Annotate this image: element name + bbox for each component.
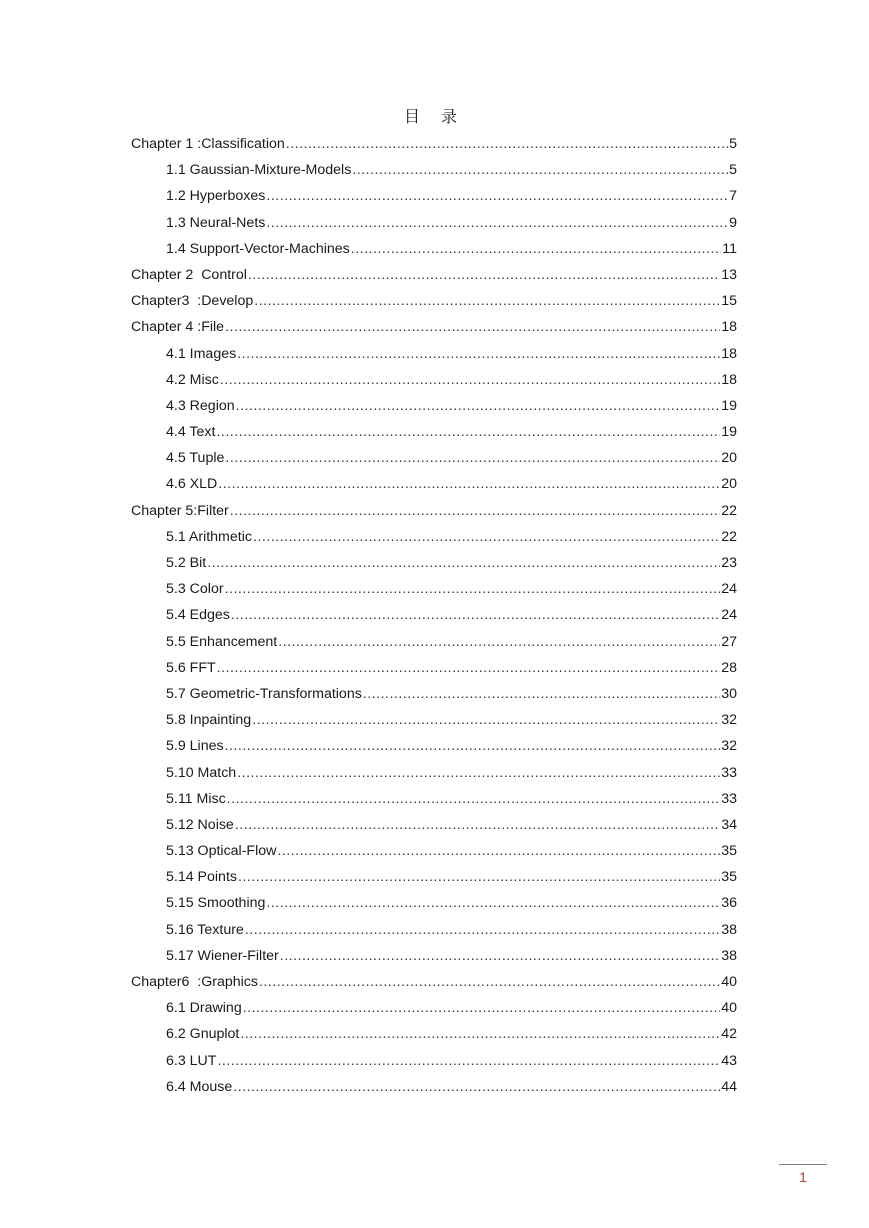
toc-entry-label: 5.13 Optical-Flow [166, 843, 277, 860]
toc-entry-page: 18 [721, 319, 737, 336]
toc-entry-label: 5.9 Lines [166, 738, 224, 755]
toc-dot-leader [243, 995, 721, 1021]
toc-entry-page: 27 [721, 633, 737, 650]
toc-entry-label: 4.4 Text [166, 424, 216, 441]
toc-entry-page: 33 [721, 764, 737, 781]
toc-section-entry[interactable] [131, 786, 737, 812]
toc-section-entry[interactable] [131, 1021, 737, 1047]
toc-entry-page: 33 [721, 790, 737, 807]
toc-entry-page: 43 [721, 1052, 737, 1069]
toc-entry-label: 5.5 Enhancement [166, 633, 278, 650]
toc-dot-leader [225, 576, 721, 602]
toc-entry-page: 13 [721, 266, 737, 283]
toc-section-entry[interactable] [131, 576, 737, 602]
toc-entry-page: 7 [729, 188, 737, 205]
toc-section-entry[interactable] [131, 471, 737, 497]
toc-dot-leader [233, 1074, 720, 1100]
toc-entry-label: 4.6 XLD [166, 476, 218, 493]
toc-entry-label: Chapter6 :Graphics [131, 974, 258, 990]
toc-entry-page: 44 [721, 1078, 737, 1095]
toc-section-entry[interactable] [131, 236, 737, 262]
toc-dot-leader [237, 341, 720, 367]
toc-section-entry[interactable] [131, 995, 737, 1021]
toc-list [131, 131, 737, 1100]
toc-chapter-entry[interactable] [131, 314, 737, 340]
toc-entry-page: 40 [721, 974, 737, 990]
toc-entry-page: 38 [721, 921, 737, 938]
toc-dot-leader [266, 890, 720, 916]
toc-section-entry[interactable] [131, 419, 737, 445]
toc-dot-leader [225, 445, 720, 471]
toc-entry-label: Chapter 5:Filter [131, 502, 229, 519]
toc-section-entry[interactable] [131, 943, 737, 969]
toc-entry-label: 4.5 Tuple [166, 450, 225, 467]
toc-section-entry[interactable] [131, 602, 737, 628]
toc-entry-label: 5.15 Smoothing [166, 895, 266, 912]
toc-entry-label: 4.3 Region [166, 397, 235, 414]
toc-section-entry[interactable] [131, 524, 737, 550]
toc-entry-label: 1.2 Hyperboxes [166, 188, 266, 205]
toc-dot-leader [248, 262, 720, 288]
toc-section-entry[interactable] [131, 707, 737, 733]
toc-entry-label: 6.3 LUT [166, 1052, 217, 1069]
toc-dot-leader [253, 524, 720, 550]
toc-entry-page: 32 [721, 738, 737, 755]
toc-section-entry[interactable] [131, 183, 737, 209]
toc-entry-page: 40 [721, 1000, 737, 1017]
toc-entry-page: 5 [729, 162, 737, 179]
toc-dot-leader [207, 550, 720, 576]
toc-dot-leader [245, 917, 720, 943]
toc-entry-label: Chapter 1 :Classification [131, 136, 285, 152]
toc-entry-page: 5 [729, 136, 737, 152]
toc-entry-label: 5.7 Geometric-Transformations [166, 685, 362, 702]
toc-dot-leader [227, 786, 721, 812]
toc-section-entry[interactable] [131, 341, 737, 367]
toc-dot-leader [217, 655, 721, 681]
toc-section-entry[interactable] [131, 760, 737, 786]
toc-entry-label: 5.14 Points [166, 869, 237, 886]
toc-entry-page: 32 [721, 712, 737, 729]
toc-section-entry[interactable] [131, 812, 737, 838]
toc-dot-leader [225, 733, 721, 759]
toc-dot-leader [277, 838, 720, 864]
toc-dot-leader [286, 131, 728, 157]
toc-entry-label: 5.2 Bit [166, 555, 207, 571]
toc-entry-page: 20 [721, 450, 737, 467]
toc-entry-page: 36 [721, 895, 737, 912]
toc-section-entry[interactable] [131, 445, 737, 471]
toc-entry-page: 38 [721, 947, 737, 964]
toc-entry-page: 15 [721, 293, 737, 310]
toc-entry-label: Chapter3 :Develop [131, 293, 254, 310]
toc-entry-label: 5.10 Match [166, 764, 237, 781]
toc-dot-leader [231, 602, 720, 628]
toc-dot-leader [216, 419, 720, 445]
toc-chapter-entry[interactable] [131, 498, 737, 524]
toc-entry-page: 24 [721, 607, 737, 624]
toc-entry-page: 28 [721, 659, 737, 676]
toc-entry-label: Chapter 2 Control [131, 266, 247, 283]
toc-section-entry[interactable] [131, 157, 737, 183]
toc-section-entry[interactable] [131, 210, 737, 236]
toc-dot-leader [225, 314, 720, 340]
toc-entry-page: 22 [721, 502, 737, 519]
toc-dot-leader [363, 681, 720, 707]
toc-entry-label: 1.4 Support-Vector-Machines [166, 240, 350, 257]
toc-section-entry[interactable] [131, 1048, 737, 1074]
toc-chapter-entry[interactable] [131, 131, 737, 157]
toc-dot-leader [230, 498, 720, 524]
toc-section-entry[interactable] [131, 367, 737, 393]
toc-dot-leader [236, 393, 721, 419]
toc-entry-page: 35 [721, 843, 737, 860]
toc-section-entry[interactable] [131, 629, 737, 655]
toc-title: 目 录 [403, 107, 466, 126]
toc-entry-page: 22 [721, 528, 737, 545]
toc-entry-page: 23 [721, 555, 737, 571]
toc-entry-label: 6.4 Mouse [166, 1078, 233, 1095]
toc-dot-leader [252, 707, 720, 733]
toc-dot-leader [237, 760, 720, 786]
toc-dot-leader [259, 969, 720, 995]
toc-entry-page: 34 [721, 816, 737, 833]
toc-dot-leader [280, 943, 720, 969]
toc-entry-label: 6.2 Gnuplot [166, 1026, 240, 1043]
toc-section-entry[interactable] [131, 864, 737, 890]
toc-entry-page: 9 [729, 214, 737, 231]
toc-entry-label: 5.17 Wiener-Filter [166, 947, 279, 964]
toc-section-entry[interactable] [131, 655, 737, 681]
toc-entry-label: 5.3 Color [166, 581, 224, 598]
toc-entry-page: 30 [721, 685, 737, 702]
toc-chapter-entry[interactable] [131, 288, 737, 314]
toc-dot-leader [278, 629, 720, 655]
toc-entry-label: 5.16 Texture [166, 921, 244, 938]
toc-entry-label: 5.12 Noise [166, 816, 234, 833]
toc-dot-leader [235, 812, 720, 838]
toc-entry-page: 18 [721, 371, 737, 388]
toc-entry-label: 5.8 Inpainting [166, 712, 252, 729]
toc-chapter-entry[interactable] [131, 262, 737, 288]
toc-entry-page: 11 [722, 240, 737, 257]
toc-entry-page: 18 [721, 345, 737, 362]
toc-section-entry[interactable] [131, 733, 737, 759]
toc-entry-label: 1.3 Neural-Nets [166, 214, 266, 231]
toc-section-entry[interactable] [131, 681, 737, 707]
toc-dot-leader [266, 183, 728, 209]
toc-entry-label: 5.4 Edges [166, 607, 230, 624]
toc-entry-label: 6.1 Drawing [166, 1000, 242, 1017]
toc-section-entry[interactable] [131, 890, 737, 916]
footer-rule [779, 1164, 827, 1165]
toc-section-entry[interactable] [131, 838, 737, 864]
toc-entry-label: 1.1 Gaussian-Mixture-Models [166, 162, 352, 179]
toc-section-entry[interactable] [131, 550, 737, 576]
toc-chapter-entry[interactable] [131, 969, 737, 995]
toc-entry-page: 35 [721, 869, 737, 886]
toc-entry-label: 5.1 Arithmetic [166, 528, 252, 545]
toc-section-entry[interactable] [131, 1074, 737, 1100]
toc-entry-page: 19 [721, 424, 737, 441]
toc-entry-label: 5.6 FFT [166, 659, 216, 676]
toc-entry-page: 42 [721, 1026, 737, 1043]
toc-dot-leader [352, 157, 728, 183]
toc-entry-page: 20 [721, 476, 737, 493]
toc-section-entry[interactable] [131, 917, 737, 943]
toc-entry-page: 19 [721, 397, 737, 414]
toc-entry-label: 5.11 Misc [166, 790, 226, 807]
toc-dot-leader [217, 1048, 720, 1074]
toc-dot-leader [240, 1021, 720, 1047]
toc-entry-label: Chapter 4 :File [131, 319, 225, 336]
toc-dot-leader [220, 367, 720, 393]
toc-dot-leader [238, 864, 720, 890]
toc-entry-label: 4.2 Misc [166, 371, 219, 388]
toc-entry-label: 4.1 Images [166, 345, 237, 362]
toc-section-entry[interactable] [131, 393, 737, 419]
toc-dot-leader [351, 236, 722, 262]
toc-dot-leader [266, 210, 728, 236]
toc-dot-leader [254, 288, 720, 314]
toc-entry-page: 24 [721, 581, 737, 598]
toc-dot-leader [218, 471, 720, 497]
page-number: 1 [799, 1169, 807, 1185]
